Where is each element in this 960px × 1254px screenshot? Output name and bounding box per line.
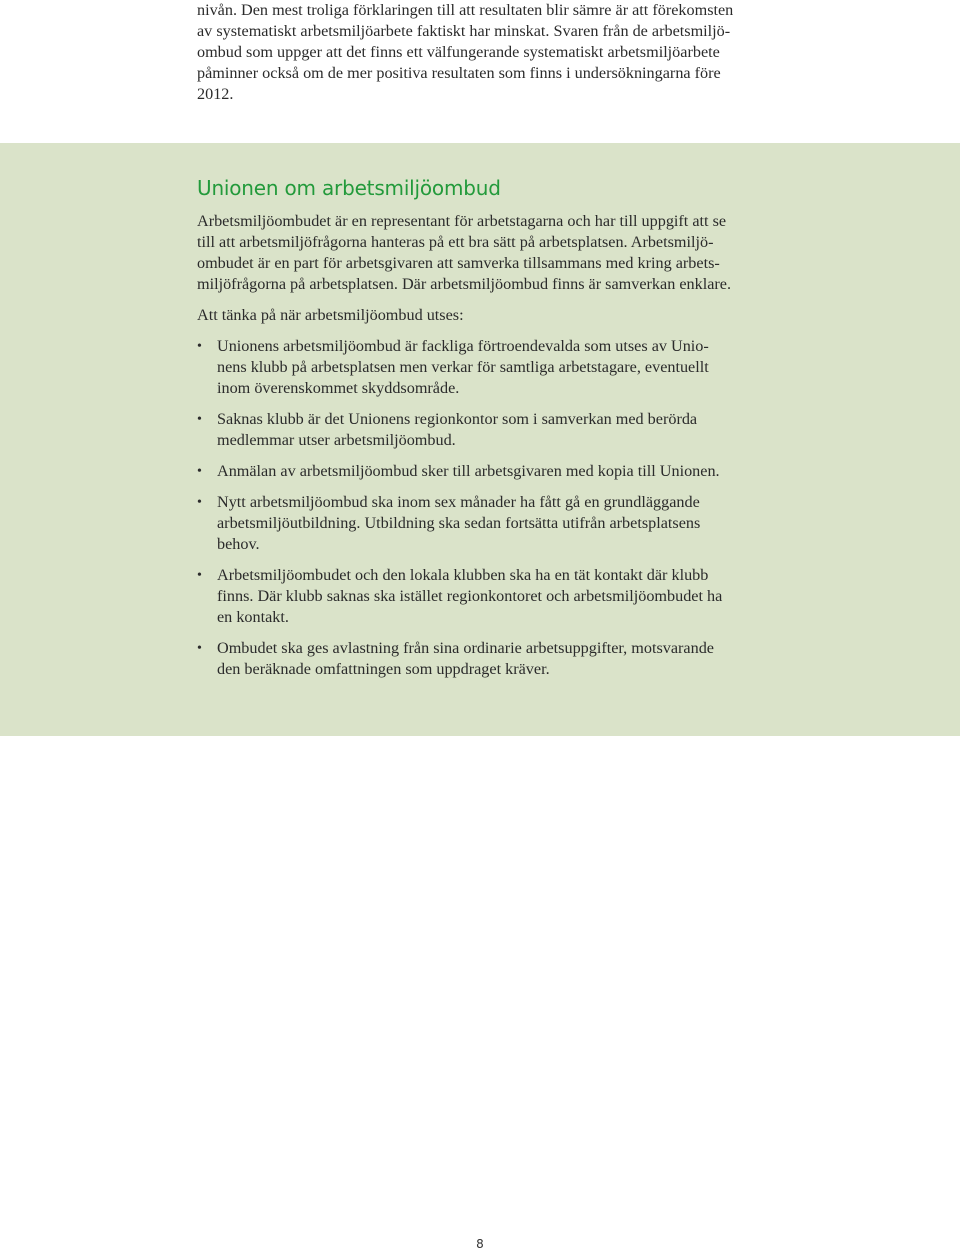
intro-line: 2012. [197,85,234,103]
bullet-icon: • [197,339,202,354]
bullet-line: finns. Där klubb saknas ska istället regionkontoret och arbetsmiljöombudet ha [217,587,723,605]
bullet-line: Unionens arbetsmiljöombud är fackliga förtroendevalda som utses av Unio- [217,337,709,355]
bullet-line: Ombudet ska ges avlastning från sina ordinarie arbetsuppgifter, motsvarande [217,639,714,657]
bullet-line: Arbetsmiljöombudet och den lokala klubben ska ha en tät kontakt där klubb [217,566,709,584]
paragraph-line: miljöfrågorna på arbetsplatsen. Där arbetsmiljöombud finns är samverkan enklare. [197,275,732,293]
list-item [197,409,767,451]
list-item [197,461,767,482]
bullet-line: medlemmar utser arbetsmiljöombud. [217,431,456,449]
info-box-paragraph [197,211,767,295]
info-box-heading: Unionen om arbetsmiljöombud [197,176,501,200]
bullet-line: inom överenskommet skyddsområde. [217,379,460,397]
paragraph-line: Arbetsmiljöombudet är en representant för arbetstagarna och har till uppgift att se [197,212,727,230]
page-number: 8 [476,1237,484,1251]
bullet-line: den beräknade omfattningen som uppdraget kräver. [217,660,550,678]
bullet-icon: • [197,568,202,583]
intro-line: nivån. Den mest troliga förklaringen till att resultaten blir sämre är att förekomsten [197,1,734,19]
bullet-icon: • [197,412,202,427]
bullet-line: arbetsmiljöutbildning. Utbildning ska sedan fortsätta utifrån arbetsplatsens [217,514,701,532]
list-item [197,492,767,555]
list-item [197,336,767,399]
info-box-content [197,173,767,690]
bullet-icon: • [197,495,202,510]
bullet-line: behov. [217,535,260,553]
intro-line: ombud som uppger att det finns ett välfungerande systematiskt arbetsmiljöarbete [197,43,720,61]
bullet-icon: • [197,464,202,479]
bullet-line: Nytt arbetsmiljöombud ska inom sex månader ha fått gå en grundläggande [217,493,700,511]
bullet-line: Anmälan av arbetsmiljöombud sker till arbetsgivaren med kopia till Unionen. [217,462,720,480]
intro-line: påminner också om de mer positiva resultaten som finns i undersökningarna före [197,64,721,82]
list-lead: Att tänka på när arbetsmiljöombud utses: [197,306,464,324]
paragraph-line: till att arbetsmiljöfrågorna hanteras på ett bra sätt på arbetsplatsen. Arbetsmiljö- [197,233,714,251]
intro-line: av systematiskt arbetsmiljöarbete faktiskt har minskat. Svaren från de arbetsmiljö- [197,22,731,40]
paragraph-line: ombudet är en part för arbetsgivaren att samverka tillsammans med kring arbets- [197,254,720,272]
bullet-list [197,336,767,680]
bullet-icon: • [197,641,202,656]
bullet-line: Saknas klubb är det Unionens regionkontor som i samverkan med berörda [217,410,698,428]
list-item [197,565,767,628]
info-box [0,143,960,736]
intro-paragraph [197,0,767,105]
list-item [197,638,767,680]
bullet-line: nens klubb på arbetsplatsen men verkar för samtliga arbetstagare, eventuellt [217,358,709,376]
bullet-line: en kontakt. [217,608,289,626]
